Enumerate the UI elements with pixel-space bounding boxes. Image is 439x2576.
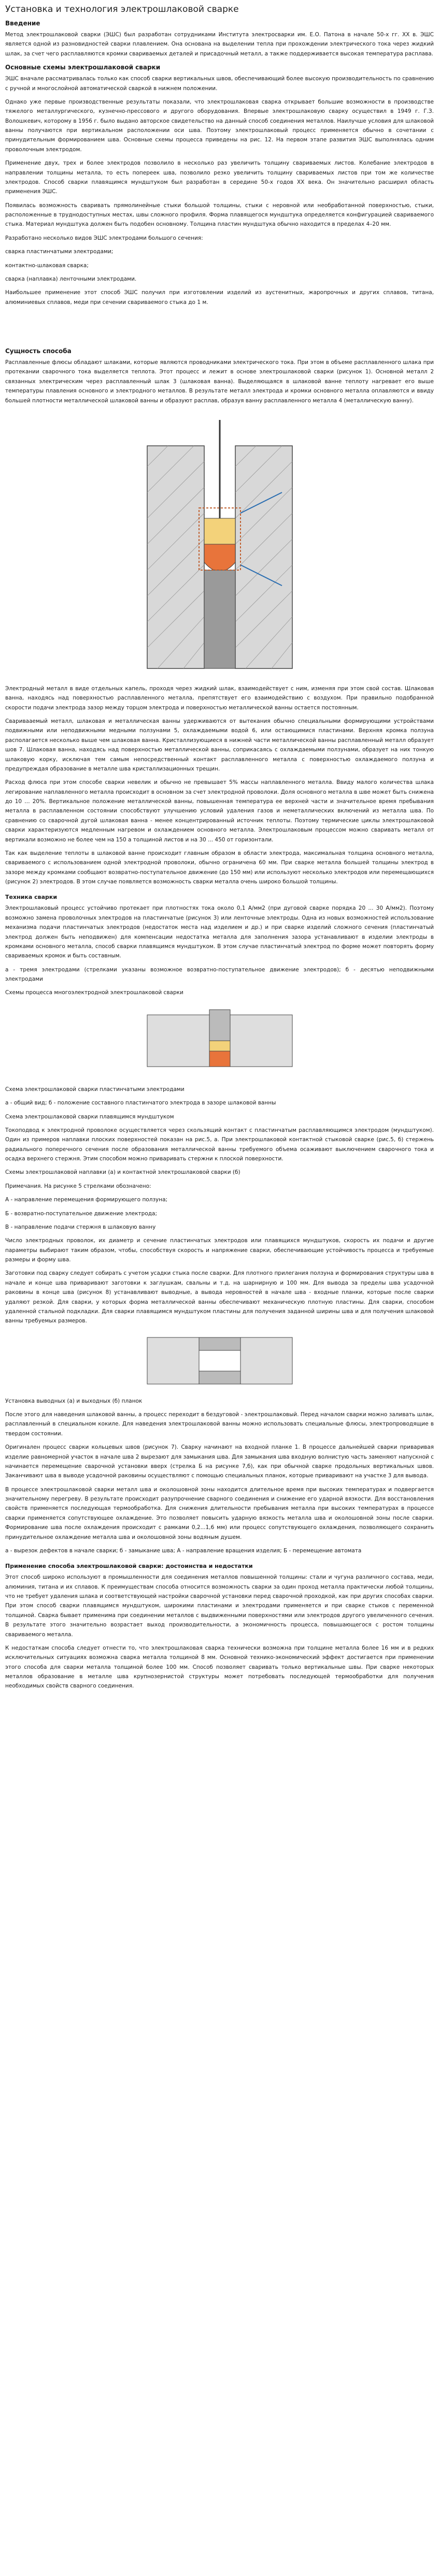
technique-paragraph-4: Число электродных проволок, их диаметр и сечение пластинчатых электродов или плавящихся мундштуков, скорость их подачи и другие параметры выбирают таким образом, чтобы, способствуя скорость и напряжение сварки, обеспечивающие устойчивость процесса и требуемые размеры и форму шва. xyxy=(5,1238,434,1263)
section-heading-technique: Техника сварки xyxy=(5,894,58,901)
figure-plate-electrodes xyxy=(5,1002,434,1080)
list-item: сварка (наплавка) ленточными электродами. xyxy=(5,275,137,282)
list-item: В - направление подачи стержня в шлаковую ванну xyxy=(5,1224,156,1230)
application-paragraph-1: Этот способ широко используют в промышленности для соединения металлов повышенной толщины: стали и чугуна различного состава, меди, алюминия, титана и их сплавов. К преимуществам способа относится возможность сварки за один проход металла практически любой толщины, что не требует удаления шлака и соответствующей настройки сварочной установки перед сварочной проходкой, как при других способах сварки. При этом способ сварки плавящимся мундштуком, широкими пластинами и электродами применяется и при сварке стыков с переменной толщиной. Сварка бывает применима при соединении металлов с выдвиженными поверхностями или электродов другого увеличенного сечения. В результате этого значительно возрастает выход производительности, а экономичность процесса, повышающегося с ростом толщины свариваемого металла. xyxy=(5,1574,434,1638)
run-off-tabs-illustration xyxy=(126,1332,313,1389)
spacer xyxy=(5,311,434,342)
list-item: сварка пластинчатыми электродами; xyxy=(5,249,114,255)
list-item: А - направление перемещения формирующего ползуна; xyxy=(5,1197,168,1203)
figure-caption: Схемы электрошлаковой наплавки (а) и контактной электрошлаковой сварки (б) xyxy=(5,1169,240,1176)
figure-caption: Установка выводных (а) и выходных (б) планок xyxy=(5,1398,143,1404)
section-heading-schemes: Основные схемы электрошлаковой сварки xyxy=(5,64,161,71)
figure-caption: а - вырезок дефектов в начале сварки; б - замыкание шва; А - направление вращения изделия; Б - перемещение автомата xyxy=(5,1547,362,1554)
technique-paragraph-9: В процессе электрошлаковой сварки металл шва и околошовной зоны находится длительное время при высоких температурах и подвергается значительному перегреву. В результате происходит разупрочнение сварного соединения и снижение его ударной вязкости. Для восстановления свойств применяется последующая термообработка. Для снижения длительности пребывания металла при высоких температурах в процессе сварки применяется сопутствующее охлаждение. Это позволяет повысить ударную вязкость металла шва и околошовной зоны после сварки. Формирование шва после охлаждения происходит с рамками 0,2...1,6 мм) или процесс сопутствующего охлаждения, позволяющего сохранить принудительное охлаждение металла шва и околошовной зоны водяным душем. xyxy=(5,1486,434,1540)
page-title: Установка и технология электрошлаковой сварке xyxy=(5,4,239,14)
technique-paragraph-7: После этого для наведения шлаковой ванны, а процесс переходит в бездуговой - электрошлаковый. Перед началом сварки можно заливать шлак, расплавленный в специальном кокиле. Для наведения электрошлаковой ванны можно использовать специальные флюсы, электропроводящие в твердом состоянии. xyxy=(5,1411,434,1437)
essence-paragraph-5: Так как выделение теплоты в шлаковой ванне происходит главным образом в области электрода, максимальная толщина основного металла, свариваемого с использованием одной электродной проволоки, обычно ограничена 60 мм. При сварке металла большей толщины электрод в зазоре между кромками сообщают возвратно-поступательное движение (до 150 мм) или используют несколько электродов или перемещающихся (рисунок 2) электродов. В этом случае появляется возможность сварки металла очень широко большой толщины. xyxy=(5,850,434,885)
list-item: Б - возвратно-поступательное движение электрода; xyxy=(5,1210,157,1217)
essence-paragraph-3: Сваривааемый металл, шлаковая и металлическая ванны удерживаются от вытекания обычно специальными формирующими устройствами подвижными или неподвижными медными ползунами 5, охлаждаемыми водой 6, или остающимися пластинами. Верхняя кромка ползуна располагается несколько выше чем шлаковая ванна. Кристаллизующиеся в нижней части металлической ванны расплавленный металл образует шов 7. Шлаковая ванна, находясь над поверхностью металлической ванны, соприкасаясь с охлаждаемыми ползунами, образует на них тонкую шлаковую корку, исключая тем самым непосредственный контакт расплавленного металла с поверхностью охлаждаемого ползуна и предупреждая образование в металле шва кристаллизационных трещин. xyxy=(5,718,434,772)
list-item: контактно-шлаковая сварка; xyxy=(5,262,89,269)
esw-scheme-illustration xyxy=(126,415,313,674)
figure-esw-scheme xyxy=(5,410,434,679)
technique-paragraph-3: Примечания. На рисунке 5 стрелками обозначено: xyxy=(5,1183,151,1189)
figure-caption: Схема электрошлаковой сварки пластинчатыми электродами xyxy=(5,1086,185,1093)
section-heading-application: Применение способа электрошлаковой сварки: достоинства и недостатки xyxy=(5,1563,253,1570)
figure-caption: Схемы процесса многоэлектродной электрошлаковой сварки xyxy=(5,989,183,996)
schemes-paragraph-2: Однако уже первые производственные результаты показали, что электрошлаковая сварка открывает большие возможности в производстве тяжелого металлургического, кузнечно-прессового и другого оборудования. Впервые электрошлаковую сварку осуществил в 1949 г. Г.З. Волошкевич, которому в 1956 г. было выдано авторское свидетельство на данный способ соединения металлов. Наилучше условия для шлаковой ванны получаются при вертикальном расположении оси шва. Поэтому электрошлаковый процесс применяется обычно в сочетании с принудительным формированием шва. Основные схемы процесса приведены на рис. 12. На первом этапе развития ЭШС выполнялась одним проволочным электродом. xyxy=(5,98,434,153)
schemes-paragraph-6: Наибольшее применение этот способ ЭШС получил при изготовлении изделий из аустенитных, жаропрочных и других сплавов, титана, алюминиевых сплавов, меди при сечении свариваемого стыка до 1 м. xyxy=(5,289,434,305)
figure-caption: а - общий вид; б - положение составного пластинчатого электрода в зазоре шлаковой ванны xyxy=(5,1100,276,1107)
essence-paragraph-2: Электродный металл в виде отдельных капель, проходя через жидкий шлак, взаимодействует с ним, изменяя при этом свой состав. Шлаковая ванна, находясь над поверхностью расплавленного металла, препятствует его взаимодействию с воздухом. При правильно подобранной скорости подачи электрода зазор между торцом электрода и поверхностью металлической ванны остается постоянным. xyxy=(5,685,434,711)
essence-paragraph-1: Расплавленные флюсы обладают шлаками, которые являются проводниками электрического тока. При этом в объеме расплавленного шлака при протекании сварочного тока выделяется теплота. Этот процесс и лежит в основе электрошлаковой сварки (рисунок 1). Основной металл 2 связанных электрическим через расплавленный шлак 3 (шлаковая ванна). Выделяющаяся в шлаковой ванне теплоту нагревает его выше температуры плавления основного и электродного металлов. В результате металл электрода и кромки основного металла оплавляются и ввиду большей плотности металлической шлаковой ванны и образуют расплав, образуя ванну расплавленного металла 4 (металлическую ванну). xyxy=(5,359,434,404)
schemes-paragraph-3: Применение двух, трех и более электродов позволило в несколько раз увеличить толщину свариваемых листов. Колебание электродов в направлении толщины металла, то есть попереек шва, позволило резко увеличить толщину свариваемых листов при том же количестве электродов. Способ сварки плавящимся мундштуком был разработан в середине 50-х годов XX века. Он значительно расширил область применения ЭШС. xyxy=(5,160,434,195)
figure-caption: а - тремя электродами (стрелками указаны возможное возвратно-поступательное движение электродов); б - десятью неподвижными электродами xyxy=(5,966,434,982)
application-paragraph-2: К недостаткам способа следует отнести то, что электрошлаковая сварка технически возможна при толщине металла более 16 мм и в редких исключительных ситуациях возможна сварка металла толщиной 8 мм. Основной технико-экономический эффект достигается при применении этого способа для сварки металла толщиной более 100 мм. Способ позволяет сваривать только вертикальные швы. При сварке некоторых металлов образование в металле шва крупнозернистой структуры может потребовать последующей термообработки для получения необходимых свойств сварного соединения. xyxy=(5,1644,434,1690)
technique-paragraph-2: Токоподвод к электродной проволоке осуществляется через скользящий контакт с пластинчатым расплавляющимся электродом (мундштуком). Один из примеров наплавки плоских поверхностей показан на рис.5, а. При электрошлаковой контактной стыковой сварке (рис.5, б) стержень радиального поперечного сечения после образования металлической ванны требуемого объема осаживают выключением сварочного тока и осадка верхнего стержня. Этим способом можно приваривать стержни к плоской поверхности. xyxy=(5,1127,434,1162)
plate-electrodes-illustration xyxy=(116,1005,323,1077)
schemes-paragraph-1: ЭШС вначале рассматривалась только как способ сварки вертикальных швов, обеспечивающий более высокую производительность по сравнению с ручной и многослойной автоматической сваркой в нижнем положении. xyxy=(5,76,434,92)
schemes-paragraph-4: Появилась возможность сваривать прямолинейные стыки большой толщины, стыки с неровной или необработанной поверхностью, стыки, расположенные в труднодоступных местах, швы сложного профиля. Форма плавящегося мундштука определяется конфигурацией свариваемого стыка. Материал мундштука должен быть подобен основному. Толщина пластин мундштука обычно находится в пределах 4–20 мм. xyxy=(5,202,434,228)
technique-paragraph-8: Оригинален процесс сварки кольцевых швов (рисунок 7). Сварку начинают на входной планке 1. В процессе дальнейшей сварки приваривая изделие равномерной участок в начале шва 2 вырезают для замыкания шва. Для замыкания шва входную волнистую часть заменяют напускной с начинается перемещение сварочной установки вверх (стрелка Б на рисунке 7,б), как при обычной сварке продольных вертикальных швов. Заканчивают шва в выводе усадочной раковины осуществляют с помощью специальных планок, которые приваривают на участке 3 для вывода. xyxy=(5,1444,434,1479)
schemes-paragraph-5: Разработано несколько видов ЭШС электродами большого сечения: xyxy=(5,235,203,241)
essence-paragraph-4: Расход флюса при этом способе сварки невелик и обычно не превышает 5% массы наплавленного металла. Ввиду малого количества шлака легирование наплавленного металла происходит в основном за счет электродной проволоки. Доля основного металла в шве может быть снижена до 10 … 20%. Вертикальное положение металлической ванны, повышенная температура ее верхней части и значительное время пребывания металла в расплавленном состоянии способствуют улучшению условий удаления газов и неметаллических включений из металла шва. По сравнению со сварочной дугой шлаковая ванна - менее концентрированный источник теплоты. Поэтому термические циклы электрошлаковой сварки характеризуются медленным нагревом и охлаждением основного металла. Электрошлаковым процессом можно сваривать металл от вертикали возможно не более чем на 150 а толщиной листов и на 30 ... 450 от горизонтали. xyxy=(5,779,434,843)
technique-paragraph-1: Электрошлаковый процесс устойчиво протекает при плотностях тока около 0,1 А/мм2 (при дуговой сварке порядка 20 ... 30 А/мм2). Поэтому возможно замена проволочных электродов на пластинчатые (рисунок 3) или ленточные электроды. Одна из новых возможностей использование механизма подачи пластинчатых электродов (недостаток места над изделием и др.) и при сварке изделий сложного сечения (пластинчатый электрод должен быть неподвижен) для компенсации недостатка металла для заполнения зазора устанавливают в изделии электроды в кромками основного металла, способ сварки плавящимся мундштуком. В этом случае пластинчатый электрод по форме может повторять форму свариваемых кромок и быть составным. xyxy=(5,905,434,959)
figure-run-off-tabs xyxy=(5,1330,434,1391)
section-heading-essence: Сущность способа xyxy=(5,347,72,355)
intro-paragraph: Метод электрошлаковой сварки (ЭШС) был разработан сотрудниками Института электросварки им. Е.О. Патона в начале 50-х гг. XX в. ЭШС является одной из разновидностей сварки плавлением. Она основана на выделении тепла при прохождении электрического тока через жидкий шлак, за счет чего расплавляются кромки свариваемых деталей и присадочный металл, а также поддерживается высокая температура расплава. xyxy=(5,32,434,57)
section-heading-intro: Введение xyxy=(5,20,40,27)
figure-caption: Схема электрошлаковой сварки плавящимся мундштуком xyxy=(5,1113,174,1120)
technique-paragraph-5: Заготовки под сварку следует собирать с учетом усадки стыка после сварки. Для плотного прилегания ползуна и формирования структуры шва в начале и конце шва приваривают заготовки к заглушкам, свальны и т.д. на шарнирную и 100 мм. Для вывода за пределы шва усадочной раковины в конце шва (рисунок 8) устанавливают выводные, а вывода неровностей в начале шва - входные планки, которые после сварки удаляют резкой. Для сварки, у которых форма металлической ванны обеспечивают механическую плотную пластины. Для сварки, способом удаленной стальной подкладки. Для сварки плавящимся мундштуком пластины для получения заданной ширины шва и для получения шлаковой ванны требуемых размеров. xyxy=(5,1270,434,1325)
